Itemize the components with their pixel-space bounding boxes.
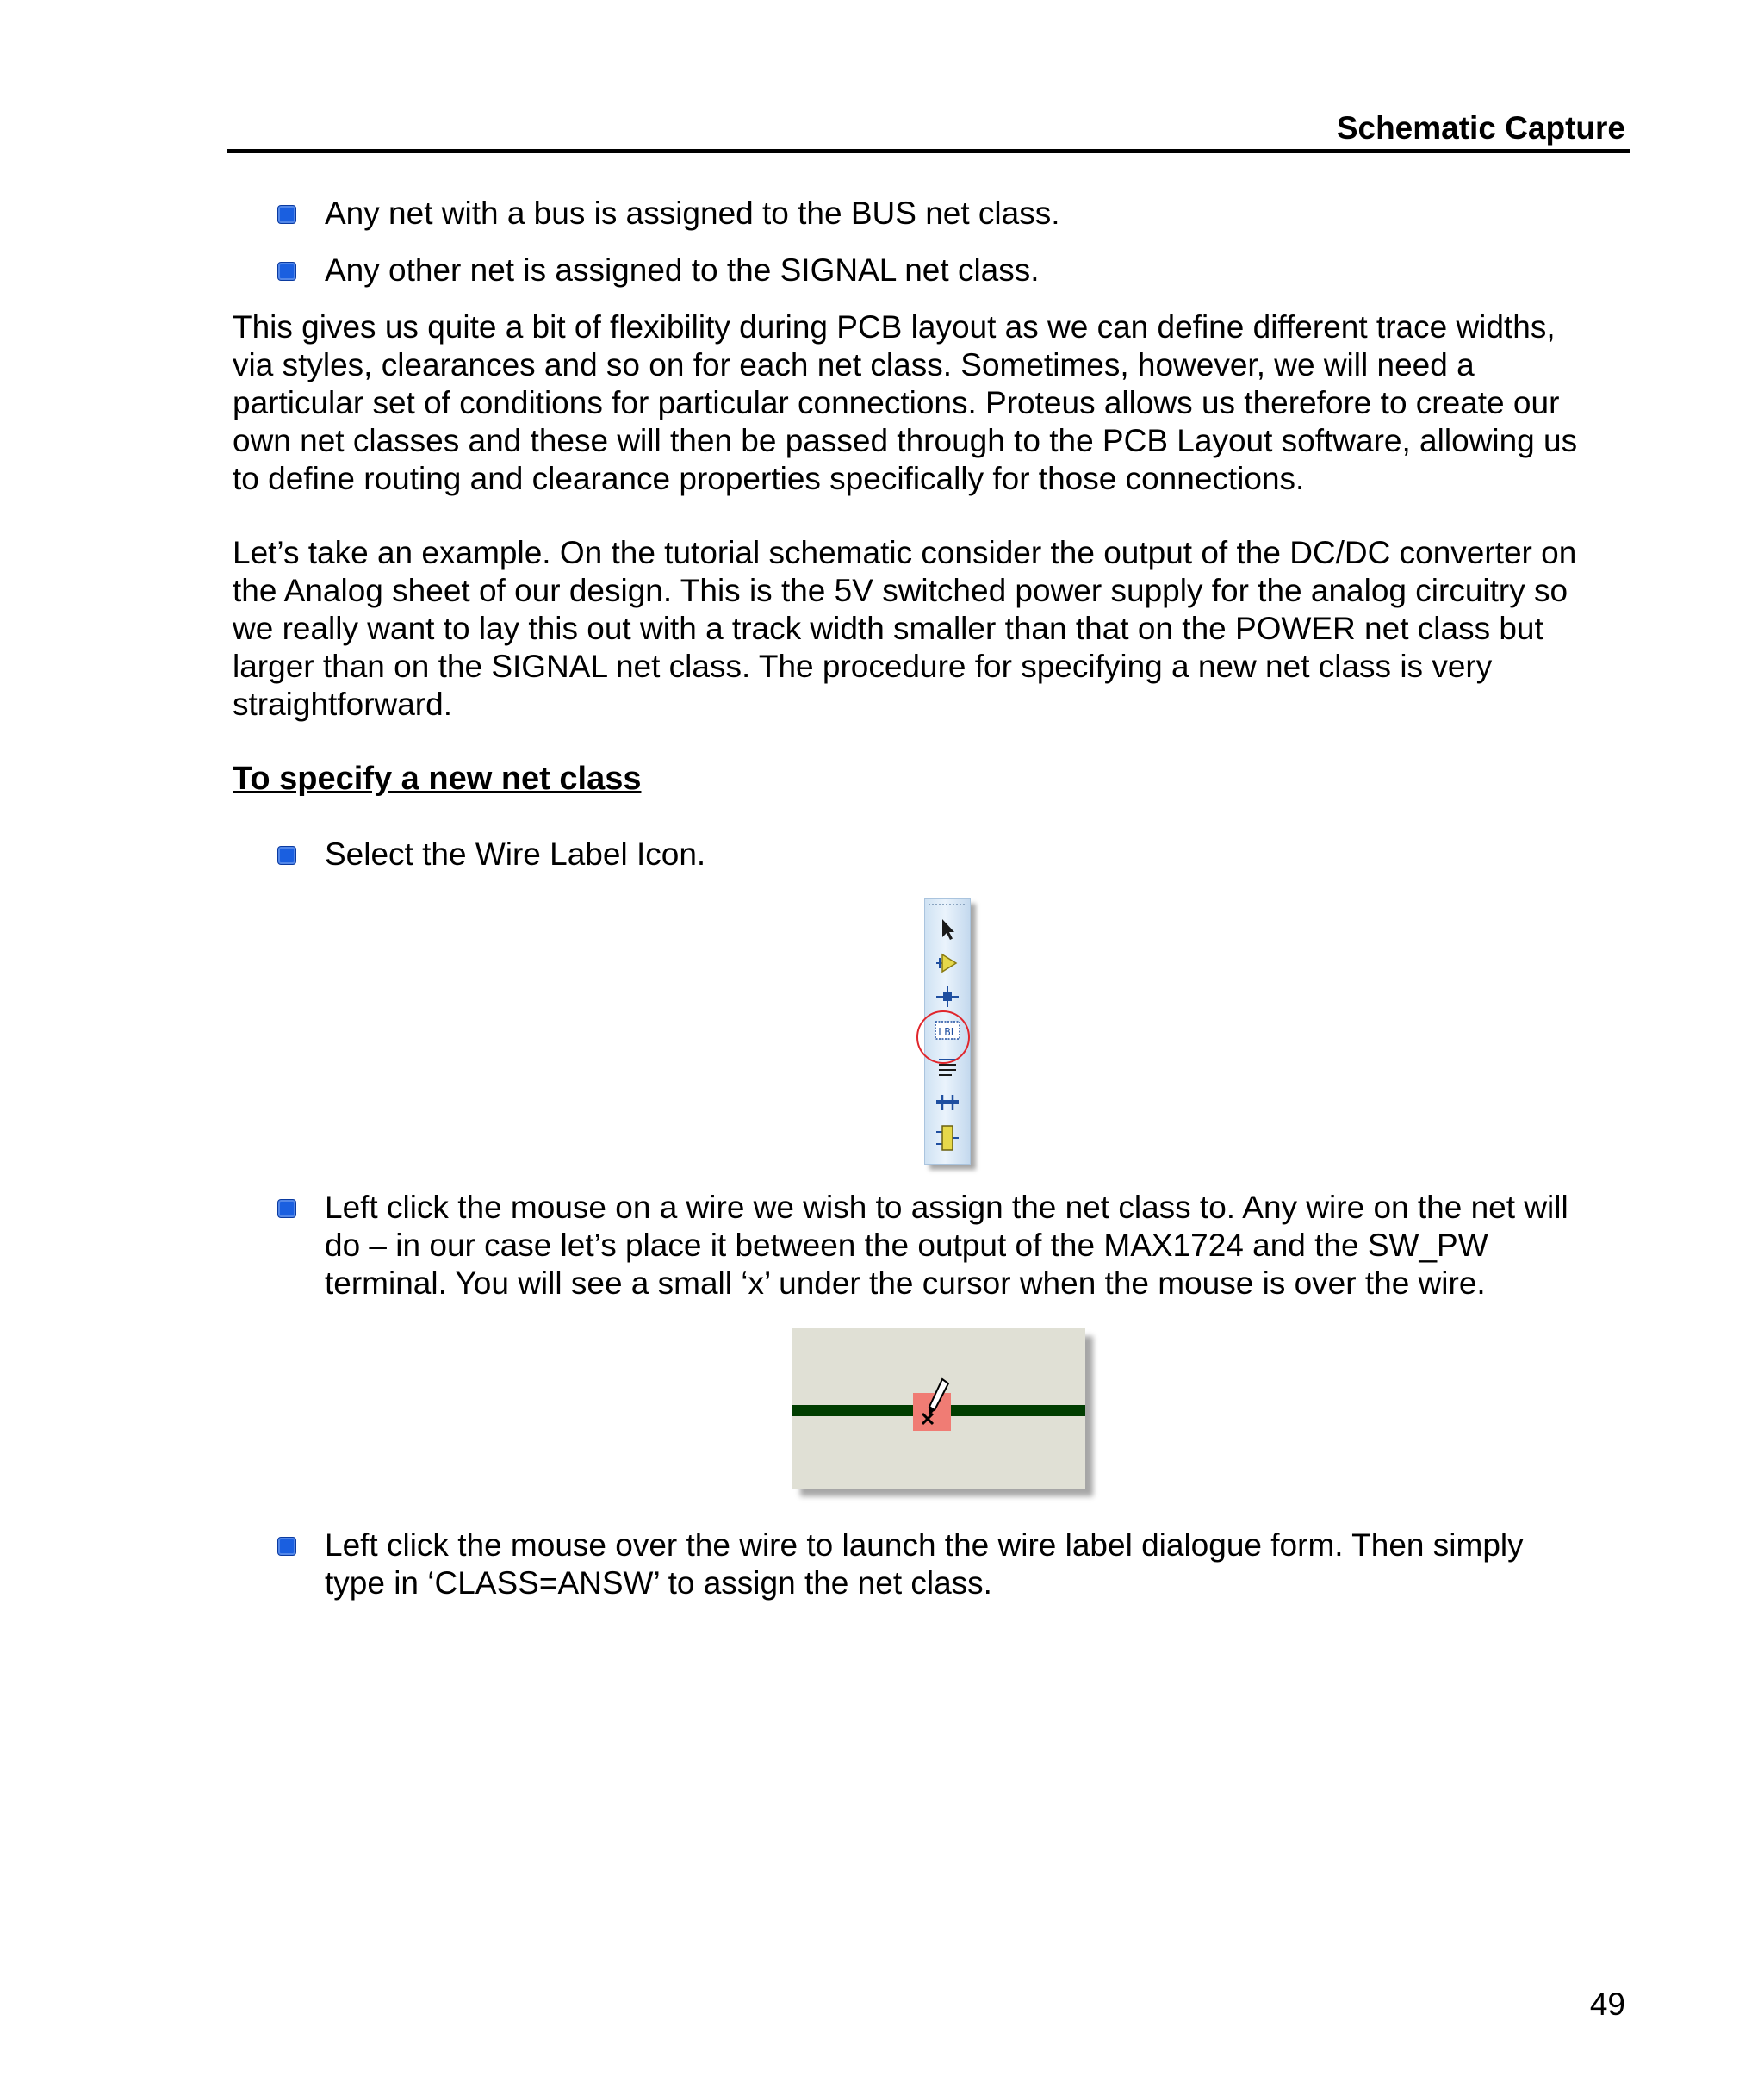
step-text: Left click the mouse over the wire to launch the wire label dialogue form. Then simply type in ‘CLASS=ANSW’ to assign the net class. <box>325 1527 1524 1601</box>
bullet-marker-icon <box>277 846 296 865</box>
paragraph-example: Let’s take an example. On the tutorial schematic consider the output of the DC/DC converter on the Analog sheet of our design. This is the 5V switched power supply for the analog circuitry so we really want to lay this out with a track width smaller than that on the POWER net class but larger than on the SIGNAL net class. The procedure for specifying a new net class is very straightforward. <box>233 535 1577 722</box>
subcircuit-icon[interactable] <box>925 1123 970 1149</box>
section-heading: To specify a new net class <box>233 761 642 797</box>
step-text: Select the Wire Label Icon. <box>325 836 706 872</box>
bus-icon[interactable] <box>925 1089 970 1115</box>
highlight-circle <box>916 1010 970 1064</box>
bullet-text: Any net with a bus is assigned to the BUS net class. <box>325 196 1060 231</box>
component-icon[interactable] <box>925 950 970 976</box>
pencil-cursor-icon <box>920 1376 954 1433</box>
header-rule <box>227 149 1630 153</box>
paragraph-net-classes: This gives us quite a bit of flexibility during PCB layout as we can define different trace widths, via styles, clearances and so on for each net class. Sometimes, however, we will need a particular set of conditions for particular connections. Proteus allows us therefore to create our own net classes and these will then be passed through to the PCB Layout software, allowing us to define routing and clearance properties specifically for those connections. <box>233 309 1578 496</box>
selection-arrow-icon[interactable] <box>925 917 970 942</box>
wire-cursor-figure <box>792 1328 1085 1489</box>
bullet-text: Any other net is assigned to the SIGNAL net class. <box>325 252 1040 288</box>
junction-dot-icon[interactable] <box>925 984 970 1010</box>
bullet-marker-icon <box>277 1537 296 1556</box>
step-text: Left click the mouse on a wire we wish to assign the net class to. Any wire on the net will do – in our case let’s place it between the output of the MAX1724 and the SW_PW terminal. You will see a small ‘x’ under the cursor when the mouse is over the wire. <box>325 1190 1568 1301</box>
bullet-marker-icon <box>277 205 296 224</box>
page-number: 49 <box>1589 1986 1625 2022</box>
bullet-marker-icon <box>277 1199 296 1218</box>
bullet-marker-icon <box>277 262 296 281</box>
toolbar-grip <box>929 904 965 905</box>
wire-label-icon-text: LBL <box>938 1026 957 1038</box>
running-header-title: Schematic Capture <box>1336 110 1625 146</box>
